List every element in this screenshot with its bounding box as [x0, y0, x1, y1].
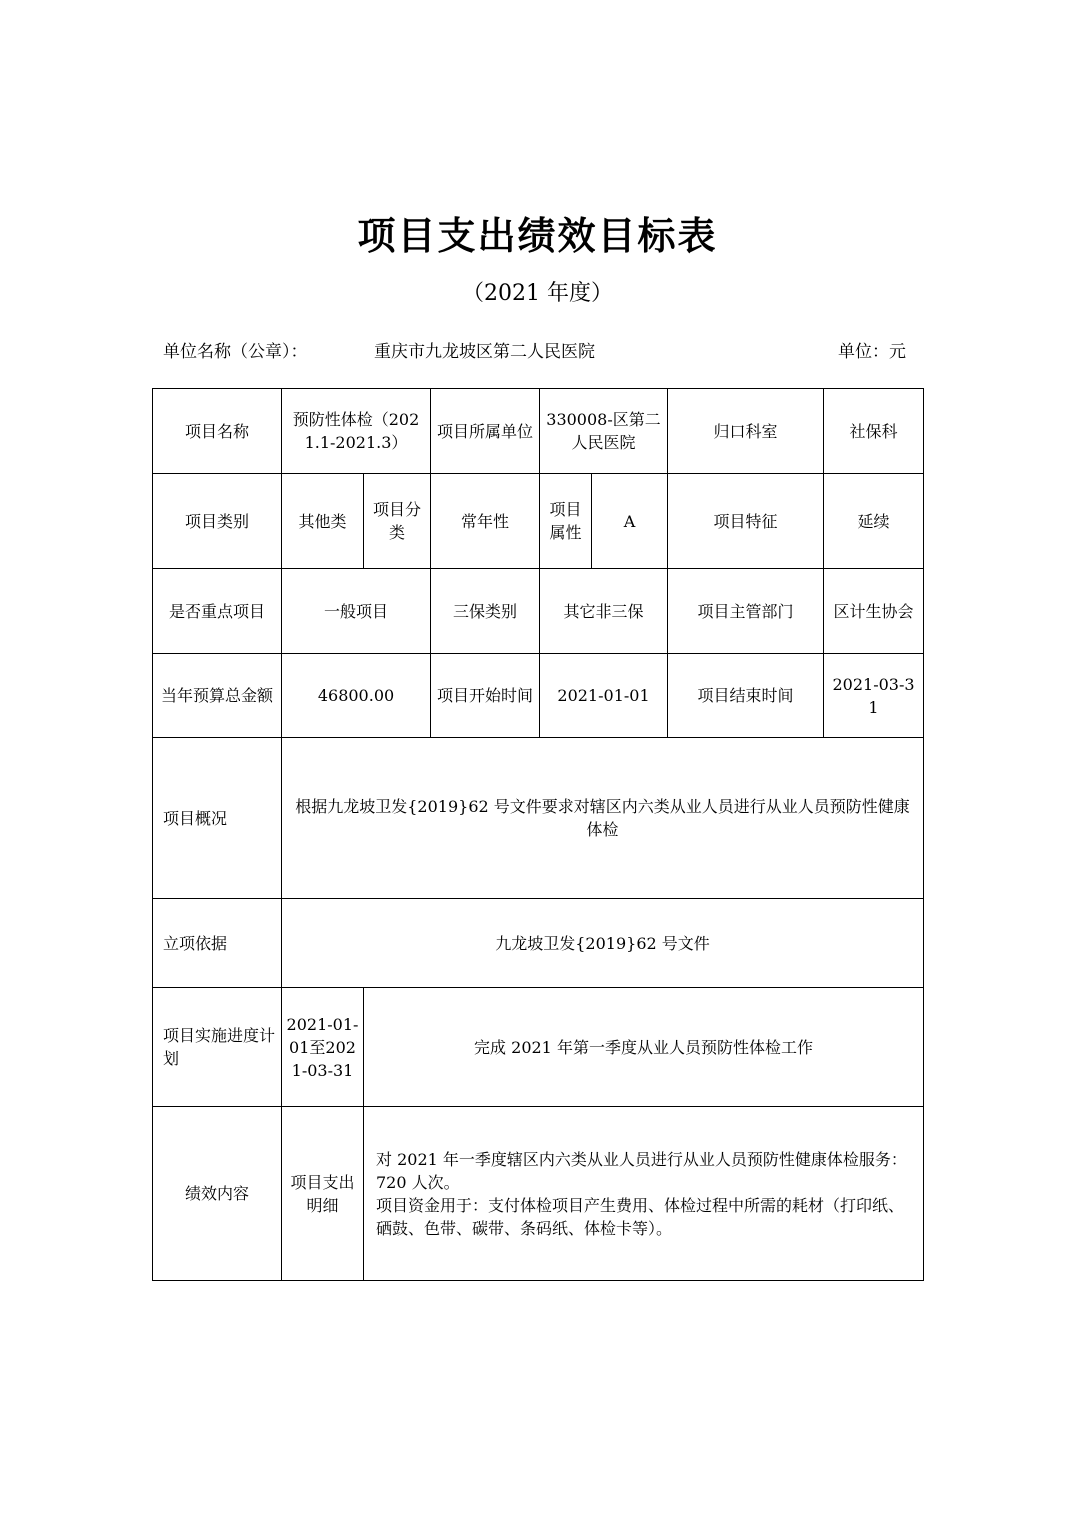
key-project-value: 一般项目: [282, 569, 431, 654]
page-title: 项目支出绩效目标表: [357, 214, 718, 258]
attribute-label: 项目属性: [540, 474, 592, 569]
table-row: [153, 1107, 924, 1281]
department-label: 归口科室: [668, 389, 824, 474]
basis-label: 立项依据: [153, 899, 282, 988]
owner-unit-value: 330008-区第二人民医院: [540, 389, 668, 474]
end-date-value: 2021-03-31: [824, 654, 924, 738]
overview-value: 根据九龙坡卫发{2019}62 号文件要求对辖区内六类从业人员进行从业人员预防性健康体检: [282, 738, 924, 899]
supervisor-label: 项目主管部门: [668, 569, 824, 654]
feature-label: 项目特征: [668, 474, 824, 569]
expense-detail-line: 对 2021 年一季度辖区内六类从业人员进行从业人员预防性健康体检服务：720 人次。: [376, 1149, 907, 1192]
department-value: 社保科: [824, 389, 924, 474]
schedule-label: 项目实施进度计划: [153, 988, 282, 1107]
owner-unit-label: 项目所属单位: [431, 389, 540, 474]
three-guarantees-label: 三保类别: [431, 569, 540, 654]
start-date-label: 项目开始时间: [431, 654, 540, 738]
classification-value: 常年性: [431, 474, 540, 569]
table-row: [153, 474, 924, 569]
attribute-value: A: [592, 474, 668, 569]
table-row: [153, 738, 924, 899]
overview-label: 项目概况: [153, 738, 282, 899]
table-row: [153, 569, 924, 654]
fiscal-year: （2021 年度）: [462, 281, 613, 306]
basis-value: 九龙坡卫发{2019}62 号文件: [282, 899, 924, 988]
project-name-label: 项目名称: [153, 389, 282, 474]
table-row: [153, 988, 924, 1107]
performance-label: 绩效内容: [153, 1107, 282, 1281]
classification-label: 项目分类: [364, 474, 431, 569]
supervisor-value: 区计生协会: [824, 569, 924, 654]
table-row: [153, 899, 924, 988]
category-label: 项目类别: [153, 474, 282, 569]
three-guarantees-value: 其它非三保: [540, 569, 668, 654]
expense-detail-line: 项目资金用于：支付体检项目产生费用、体检过程中所需的耗材（打印纸、硒鼓、色带、碳带、条码纸、体检卡等）。: [376, 1195, 905, 1238]
feature-value: 延续: [824, 474, 924, 569]
performance-target-table: [152, 388, 924, 1281]
category-value: 其他类: [282, 474, 364, 569]
start-date-value: 2021-01-01: [540, 654, 668, 738]
budget-value: 46800.00: [282, 654, 431, 738]
table-row: [153, 389, 924, 474]
unit-name-value: 重庆市九龙坡区第二人民医院: [374, 342, 595, 362]
schedule-period: 2021-01-01至2021-03-31: [282, 988, 364, 1107]
table-row: [153, 654, 924, 738]
expense-detail-value: [364, 1107, 924, 1281]
budget-label: 当年预算总金额: [153, 654, 282, 738]
currency-unit: 单位：元: [838, 342, 906, 362]
key-project-label: 是否重点项目: [153, 569, 282, 654]
schedule-value: 完成 2021 年第一季度从业人员预防性体检工作: [364, 988, 924, 1107]
expense-detail-label: 项目支出明细: [282, 1107, 364, 1281]
unit-name-label: 单位名称（公章）：: [163, 342, 308, 362]
end-date-label: 项目结束时间: [668, 654, 824, 738]
project-name-value: 预防性体检（2021.1-2021.3）: [282, 389, 431, 474]
